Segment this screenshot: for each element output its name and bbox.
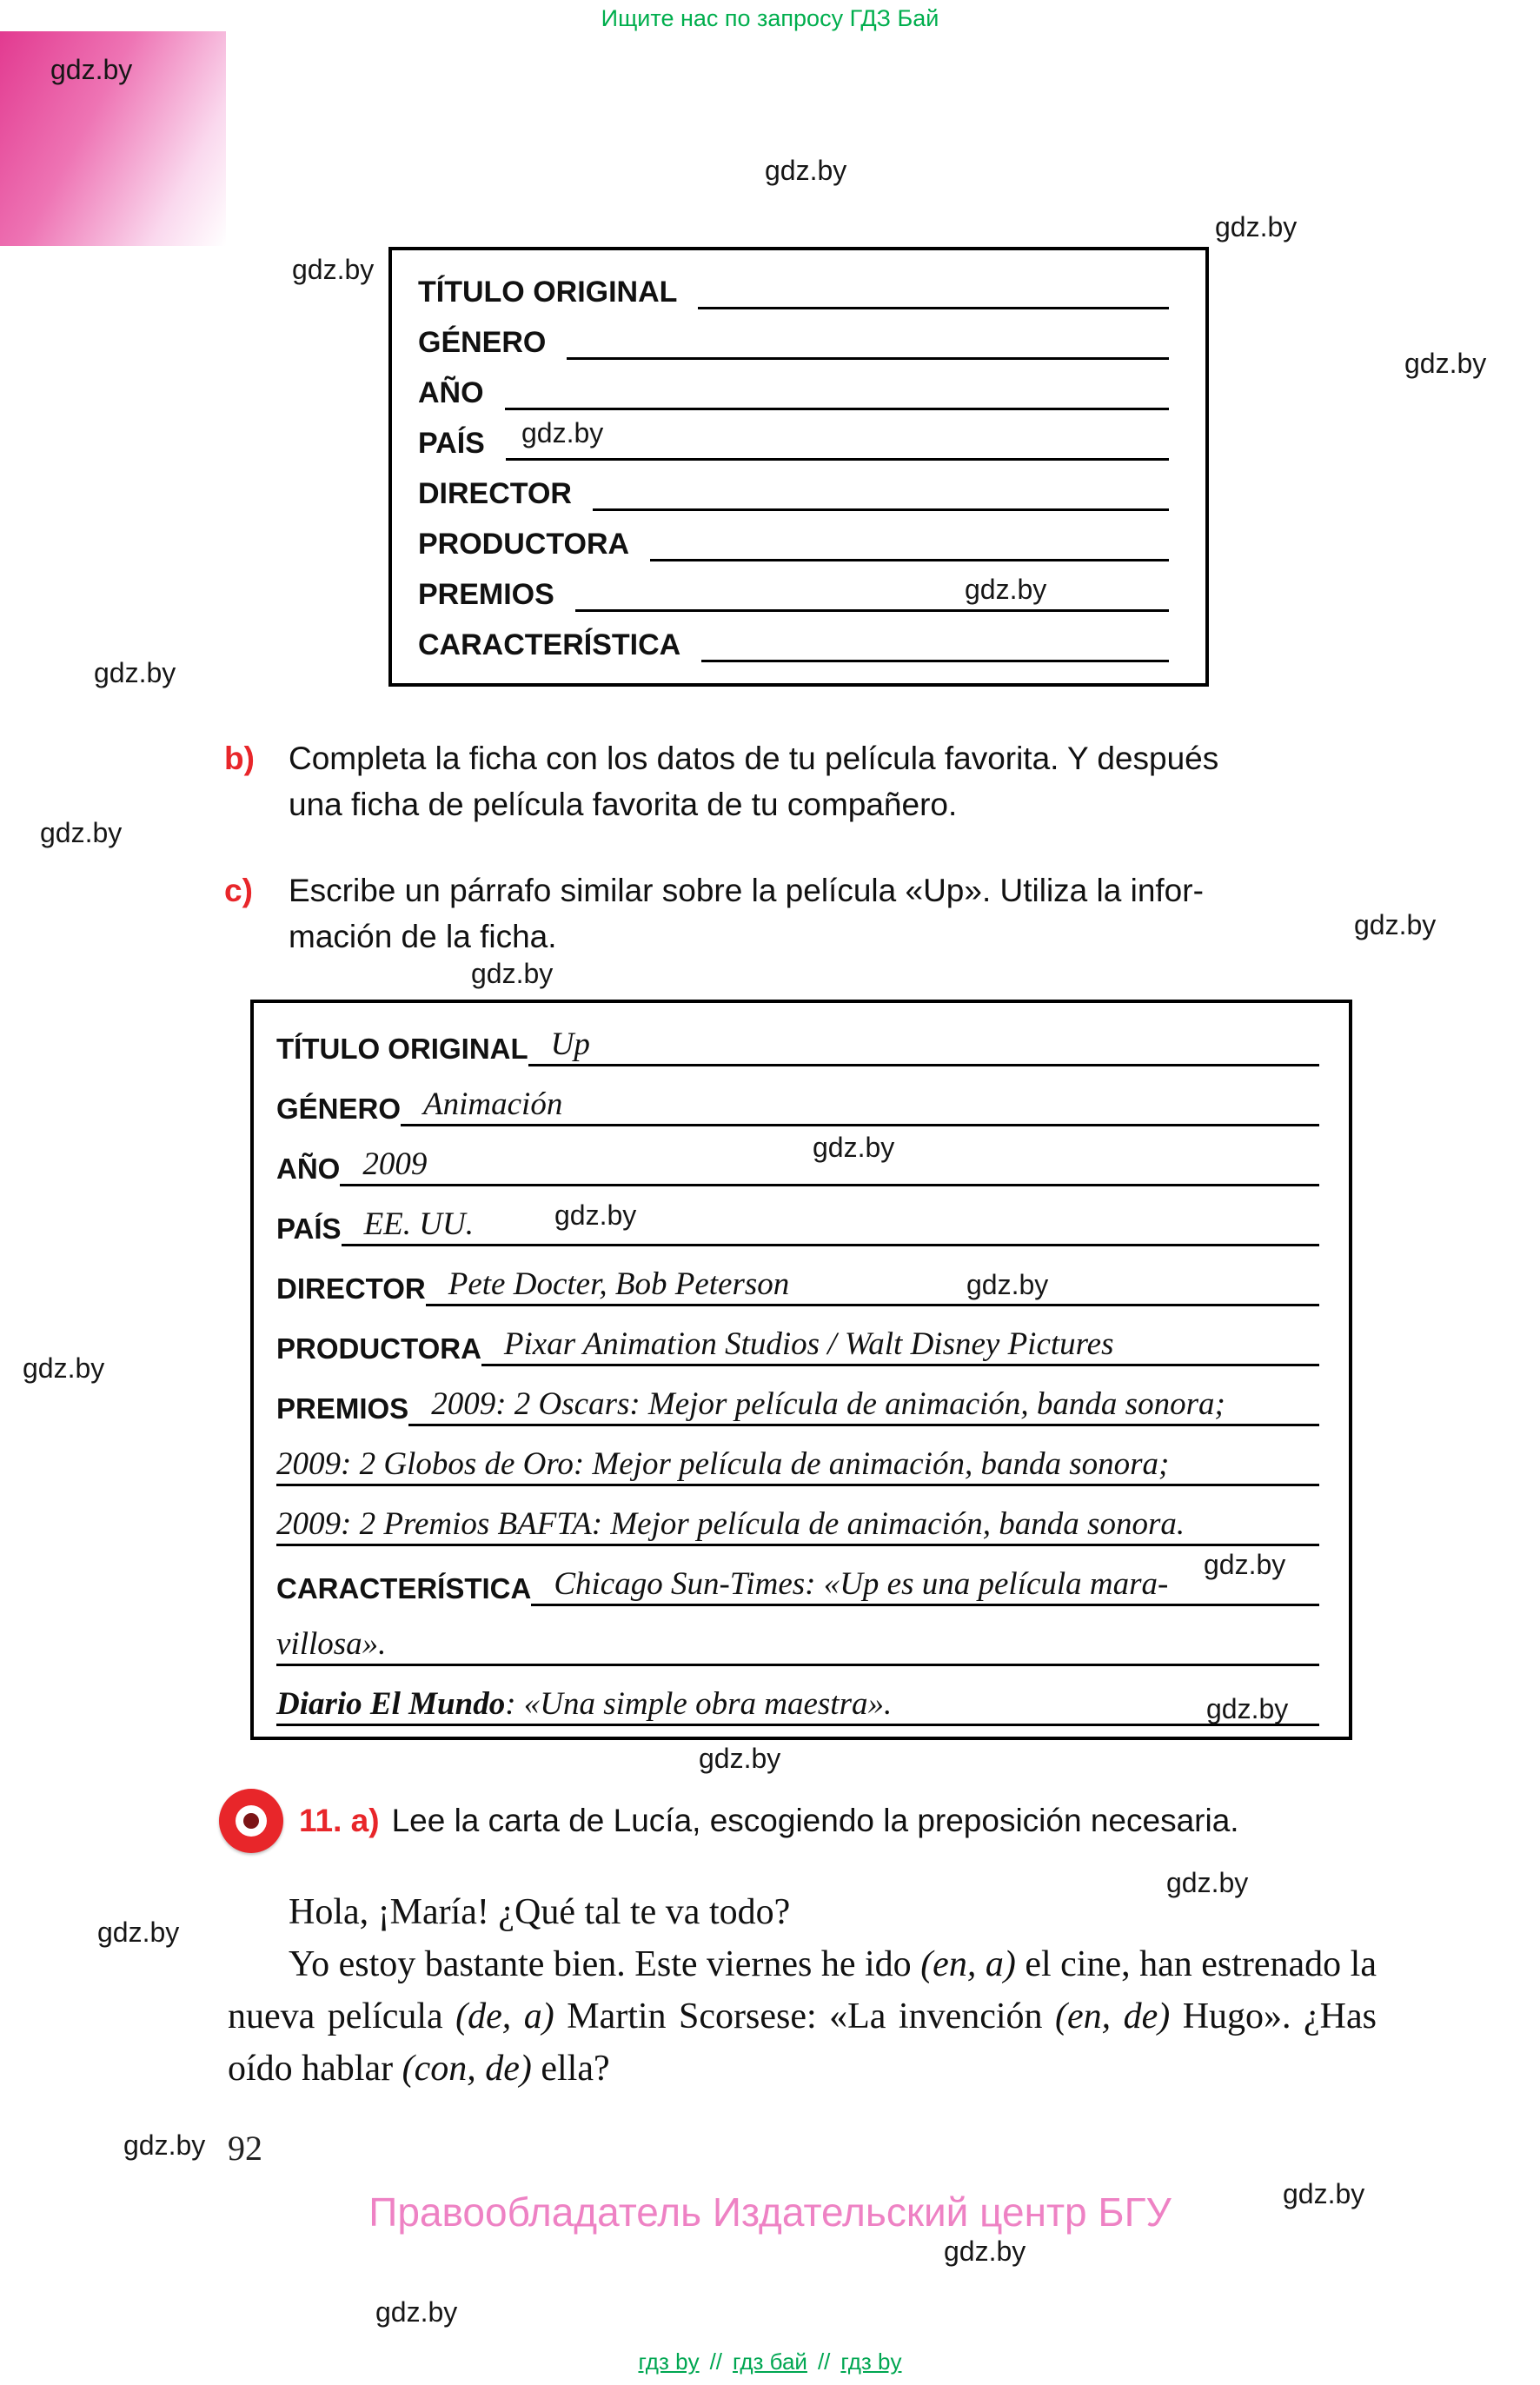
footer-link-3[interactable]: гдз by [840, 2348, 902, 2375]
form-row-director [276, 1252, 1319, 1312]
watermark: gdz.by [471, 958, 554, 989]
form-row-genero [276, 1072, 1319, 1132]
field-value: Pete Docter, Bob Peterson [426, 1266, 1319, 1306]
exercise-11-number: 11. a) [299, 1803, 380, 1838]
filled-film-form [250, 1000, 1352, 1740]
watermark: gdz.by [94, 657, 176, 688]
footer-links [0, 2348, 1540, 2375]
watermark: gdz.by [123, 2129, 206, 2161]
blank-line [567, 357, 1169, 360]
form-field-row [418, 516, 1169, 567]
watermark: gdz.by [292, 254, 375, 285]
watermark: gdz.by [50, 54, 133, 85]
form-field-row [418, 567, 1169, 617]
blank-line [650, 559, 1169, 561]
form-field-row [418, 365, 1169, 415]
footer-link-separator: // [709, 2348, 723, 2375]
field-value: 2009: 2 Oscars: Mejor película de animación, banda sonora; [408, 1385, 1319, 1426]
field-label: DIRECTOR [276, 1272, 426, 1305]
promo-banner: Ищите нас по запросу ГДЗ Бай [601, 5, 939, 31]
watermark: gdz.by [375, 2296, 458, 2328]
field-label: PAÍS [276, 1212, 342, 1245]
watermark: gdz.by [1283, 2178, 1365, 2209]
watermark: gdz.by [554, 1199, 637, 1231]
field-value-bold: Diario El Mundo [276, 1686, 506, 1722]
watermark: gdz.by [966, 1269, 1049, 1300]
exercise-b-line2: una ficha de película favorita de tu compañero. [289, 787, 958, 822]
exercise-c [224, 867, 1389, 960]
letter-body [228, 1938, 1377, 2095]
field-label: AÑO [418, 376, 484, 409]
preposition-choice: (con, de) [402, 2049, 532, 2089]
footer-link-separator: // [817, 2348, 831, 2375]
empty-film-form [388, 247, 1209, 687]
form-row-pais [276, 1192, 1319, 1252]
footer-link-2[interactable]: гдз бай [733, 2348, 807, 2375]
watermark: gdz.by [1206, 1693, 1289, 1724]
field-label: PREMIOS [418, 578, 554, 611]
blank-line [575, 609, 1169, 612]
form-row-diario [276, 1671, 1319, 1731]
field-value: Pixar Animation Studios / Walt Disney Pictures [481, 1325, 1319, 1366]
audio-disc-ring [236, 1805, 267, 1837]
letter-text [228, 1886, 1377, 2095]
watermark: gdz.by [765, 155, 847, 186]
form-field-row [418, 264, 1169, 315]
watermark: gdz.by [97, 1917, 180, 1948]
field-value: Chicago Sun-Times: «Up es una película mara- [531, 1565, 1319, 1606]
field-label: GÉNERO [276, 1093, 402, 1125]
audio-disc-center [243, 1813, 259, 1829]
exercise-11-text-line [299, 1801, 1239, 1841]
letter-segment: ella? [531, 2049, 610, 2089]
letter-segment: el cine, han estrenado la nueva película [228, 1944, 1377, 2036]
form-field-row [418, 617, 1169, 668]
field-label: DIRECTOR [418, 477, 572, 510]
exercise-b-label: b) [224, 741, 255, 776]
field-label: PAÍS [418, 427, 485, 460]
exercise-c-text [289, 867, 1389, 960]
exercise-c-line2: mación de la ficha. [289, 919, 557, 954]
copyright-text: Правообладатель Издательский центр БГУ [368, 2189, 1172, 2235]
audio-disc-icon [219, 1789, 283, 1853]
form-row-caracteristica-cont [276, 1611, 1319, 1671]
watermark: gdz.by [40, 817, 123, 848]
field-label: AÑO [276, 1153, 341, 1185]
field-label: PRODUCTORA [276, 1332, 481, 1365]
watermark: gdz.by [813, 1132, 895, 1163]
field-value: Up [528, 1026, 1319, 1066]
exercise-c-line1: Escribe un párrafo similar sobre la película «Up». Utiliza la infor- [289, 873, 1204, 908]
watermark: gdz.by [1404, 348, 1487, 379]
letter-segment: Hugo». ¿Has oído hablar [228, 1996, 1377, 2089]
field-value: Animación [401, 1086, 1319, 1126]
field-value-rest: : «Una simple obra maestra». [505, 1686, 893, 1722]
preposition-choice: (en, a) [920, 1944, 1016, 1984]
form-row-ano [276, 1132, 1319, 1192]
blank-line [701, 660, 1169, 662]
form-row-premios [276, 1372, 1319, 1432]
blank-line [593, 508, 1169, 511]
watermark: gdz.by [1204, 1549, 1286, 1580]
field-label: GÉNERO [418, 326, 547, 359]
field-label: CARACTERÍSTICA [276, 1572, 532, 1604]
preposition-choice: (de, a) [455, 1996, 554, 2036]
watermark: gdz.by [1166, 1867, 1249, 1898]
footer-link-1[interactable]: гдз by [638, 2348, 700, 2375]
form-field-row [418, 466, 1169, 516]
watermark: gdz.by [944, 2236, 1026, 2267]
field-label: PRODUCTORA [418, 528, 630, 561]
field-value: villosa». [276, 1625, 1319, 1666]
field-label: CARACTERÍSTICA [418, 628, 681, 661]
preposition-choice: (en, de) [1055, 1996, 1171, 2036]
field-label: TÍTULO ORIGINAL [418, 276, 678, 309]
watermark: gdz.by [699, 1743, 781, 1774]
field-value: EE. UU. [342, 1206, 1319, 1246]
letter-segment: Yo estoy bastante bien. Este viernes he ido [289, 1944, 921, 1984]
exercise-11-text: Lee la carta de Lucía, escogiendo la preposición necesaria. [391, 1803, 1239, 1838]
letter-segment: Martin Scorsese: «La invención [554, 1996, 1056, 2036]
exercise-11 [219, 1789, 1392, 1853]
blank-line [506, 458, 1169, 461]
exercise-c-label: c) [224, 873, 253, 908]
watermark: gdz.by [521, 417, 604, 448]
form-row-premios-cont2 [276, 1491, 1319, 1551]
field-label: TÍTULO ORIGINAL [276, 1033, 528, 1065]
field-value: 2009 [340, 1146, 1319, 1186]
watermark: gdz.by [1215, 211, 1298, 242]
field-value [276, 1685, 1319, 1726]
watermark: gdz.by [1354, 909, 1437, 940]
exercise-b-text [289, 735, 1389, 827]
page-number: 92 [228, 2129, 262, 2168]
watermark: gdz.by [965, 574, 1047, 605]
field-value: 2009: 2 Premios BAFTA: Mejor película de animación, banda sonora. [276, 1505, 1319, 1546]
blank-line [698, 307, 1169, 309]
form-row-premios-cont1 [276, 1432, 1319, 1491]
watermark: gdz.by [23, 1352, 105, 1384]
letter-greeting: Hola, ¡María! ¿Qué tal te va todo? [289, 1892, 791, 1932]
form-row-caracteristica [276, 1551, 1319, 1611]
field-label: PREMIOS [276, 1392, 409, 1425]
form-row-productora [276, 1312, 1319, 1372]
exercise-b [224, 735, 1389, 827]
form-row-titulo [276, 1012, 1319, 1072]
form-field-row [418, 315, 1169, 365]
blank-line [505, 408, 1169, 410]
exercise-b-line1: Completa la ficha con los datos de tu película favorita. Y después [289, 741, 1219, 776]
field-value: 2009: 2 Globos de Oro: Mejor película de animación, banda sonora; [276, 1445, 1319, 1486]
